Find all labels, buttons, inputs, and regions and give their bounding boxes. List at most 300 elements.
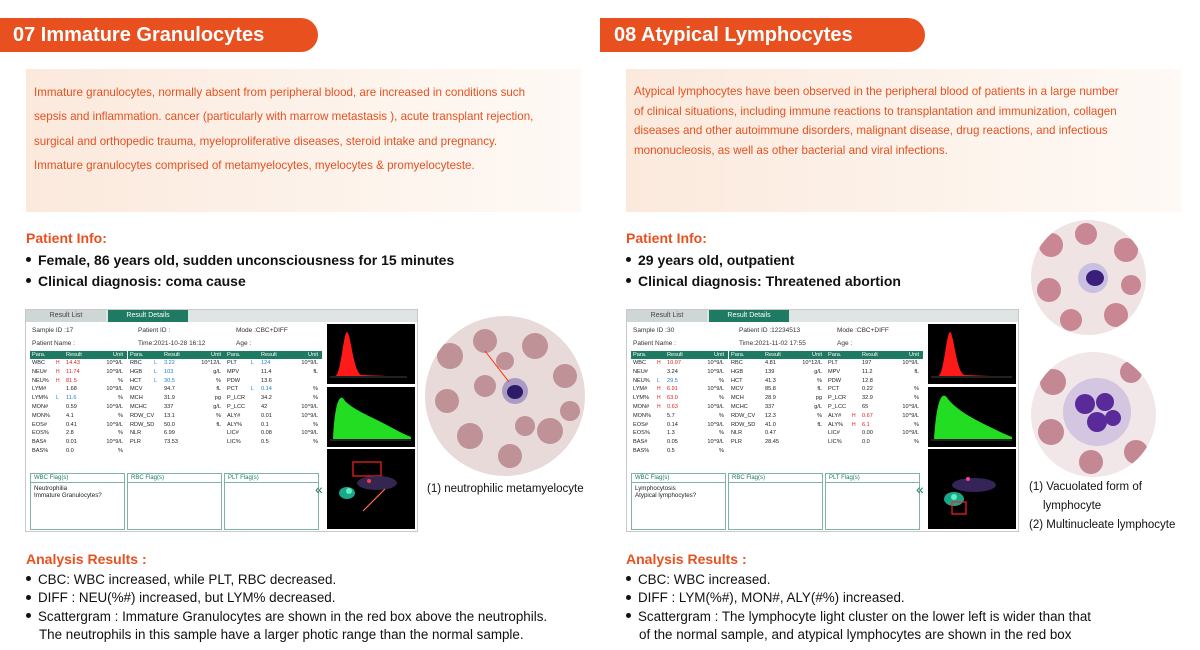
param-unit: %: [118, 412, 123, 419]
table-row: [225, 385, 322, 394]
param-unit: %: [719, 395, 724, 402]
flag-indicator: [755, 421, 765, 430]
intro-line: Immature granulocytes, normally absent from peripheral blood, are increased in conditions such: [34, 86, 526, 99]
table-header: [30, 351, 127, 359]
table-row: [225, 403, 322, 412]
param-name: MON%: [633, 412, 652, 419]
param-unit: %: [118, 395, 123, 402]
flag-indicator: [154, 403, 164, 412]
param-name: P_LCR: [227, 395, 246, 402]
table-row: [729, 421, 826, 430]
mode: Mode :CBC+DIFF: [837, 327, 889, 334]
param-value: 337: [164, 403, 174, 410]
table-row: [30, 359, 127, 368]
chevron-left-icon[interactable]: «: [916, 481, 924, 497]
flag-indicator: [154, 412, 164, 421]
param-name: PDW: [828, 377, 842, 384]
flag-indicator: L: [251, 360, 254, 366]
param-name: P_LCR: [828, 395, 847, 402]
param-value: 0.67: [862, 412, 873, 419]
flag-indicator: [657, 412, 667, 421]
intro-line: sepsis and inflammation. cancer (particularly with marrow metastasis ), acute transplant rejection,: [34, 110, 534, 124]
bullet-icon: [26, 595, 31, 600]
column-header: Para.: [633, 352, 647, 358]
param-unit: %: [216, 412, 221, 419]
param-value: 0.14: [261, 386, 272, 393]
rbc-table: [729, 351, 826, 447]
flag-indicator: H: [852, 412, 856, 419]
param-name: LIC%: [828, 439, 842, 446]
flags-row: [631, 473, 920, 530]
table-row: [225, 412, 322, 421]
table-row: [30, 403, 127, 412]
bullet-icon: [626, 576, 631, 581]
param-value: 85.8: [765, 386, 776, 393]
param-value: 29.5: [667, 377, 678, 384]
param-name: HGB: [130, 368, 143, 375]
param-unit: %: [719, 377, 724, 384]
flag-indicator: [154, 421, 164, 430]
param-value: 14.43: [66, 360, 80, 366]
param-name: NEU%: [633, 377, 650, 384]
param-value: 32.9: [862, 395, 873, 402]
flag-indicator: [755, 385, 765, 394]
param-value: 0.1: [261, 421, 269, 428]
param-value: 0.01: [66, 439, 77, 446]
param-value: 41.0: [765, 421, 776, 428]
param-unit: %: [914, 421, 919, 428]
table-row: [30, 438, 127, 447]
param-value: 4.81: [765, 360, 776, 366]
param-name: MON#: [633, 403, 650, 410]
wbc-flags-box: [30, 473, 125, 530]
param-unit: 10^9/L: [707, 403, 724, 410]
param-value: 0.01: [261, 412, 272, 419]
wbc-flags-title: WBC Flag(s): [632, 474, 725, 483]
table-header: [631, 351, 728, 359]
table-row: [631, 359, 728, 368]
image-caption: (2) Multinucleate lymphocyte: [1029, 519, 1176, 531]
flag-indicator: [154, 438, 164, 447]
param-value: 12.8: [862, 377, 873, 384]
wbc-table: [30, 351, 127, 456]
param-unit: %: [817, 412, 822, 419]
table-row: [225, 368, 322, 377]
table-row: [30, 429, 127, 438]
param-name: HCT: [130, 377, 142, 384]
param-name: NEU#: [633, 368, 648, 375]
patient-info-list: [26, 250, 454, 292]
intro-line: Atypical lymphocytes have been observed in the peripheral blood of patients in a large number: [634, 85, 1119, 98]
flag-indicator: [755, 429, 765, 438]
patient-info-item: Clinical diagnosis: Threatened abortion: [638, 273, 901, 289]
plt-flags-title: PLT Flag(s): [225, 474, 318, 483]
param-unit: %: [313, 395, 318, 402]
param-unit: 10^9/L: [106, 360, 123, 366]
param-unit: %: [118, 430, 123, 437]
patient-id: Patient ID :12234513: [739, 327, 801, 334]
param-name: HCT: [731, 377, 743, 384]
multinucleate-lymphocyte-image: [1031, 352, 1156, 477]
flag-indicator: [852, 368, 862, 377]
analysis-results: [626, 550, 1091, 645]
flag-indicator: [852, 429, 862, 438]
rbc-table: [128, 351, 225, 447]
param-value: 3.24: [667, 368, 678, 375]
tab-result-details[interactable]: Result Details: [709, 310, 789, 322]
table-row: [826, 359, 923, 368]
analysis-continuation: The neutrophils in this sample have a larger photic range than the normal sample.: [39, 627, 524, 643]
param-unit: 10^9/L: [707, 439, 724, 446]
intro-line: surgical and orthopedic trauma, myeloproliferative diseases, steroid intake and pregnancy.: [34, 134, 498, 148]
intro-box: [626, 69, 1181, 212]
param-unit: 10^9/L: [902, 430, 919, 437]
param-name: MPV: [227, 368, 240, 375]
param-value: 0.41: [66, 421, 77, 428]
param-name: P_LCC: [227, 403, 246, 410]
param-name: HGB: [731, 368, 744, 375]
param-value: 73.53: [164, 439, 178, 446]
table-row: [30, 421, 127, 430]
flag-indicator: [657, 438, 667, 447]
param-name: LIC%: [227, 439, 241, 446]
column-header: Unit: [211, 352, 221, 358]
rbc-flags-box: [728, 473, 823, 530]
time: Time:2021-10-28 16:12: [138, 340, 206, 347]
param-name: PLR: [130, 439, 141, 446]
column-header: Para.: [227, 352, 241, 358]
flag-indicator: [251, 412, 261, 421]
param-name: BAS#: [32, 439, 47, 446]
param-name: LIC#: [227, 430, 239, 437]
param-unit: %: [118, 377, 123, 384]
param-unit: %: [216, 377, 221, 384]
param-unit: 10^9/L: [707, 360, 724, 366]
wbc-flag: Lymphocytosis: [635, 485, 676, 492]
analysis-item: DIFF : LYM(%#), MON#, ALY(#%) increased.: [638, 590, 905, 606]
param-value: 0.05: [667, 439, 678, 446]
param-unit: 10^9/L: [301, 360, 318, 366]
table-row: [729, 385, 826, 394]
param-unit: g/L: [213, 403, 221, 410]
table-row: [128, 412, 225, 421]
table-row: [30, 447, 127, 456]
param-name: PLR: [731, 439, 742, 446]
table-row: [826, 377, 923, 386]
table-row: [631, 421, 728, 430]
flag-indicator: [251, 368, 261, 377]
param-name: WBC: [32, 360, 46, 366]
param-unit: %: [719, 430, 724, 437]
rbc-histogram: [327, 324, 415, 384]
flag-indicator: [852, 359, 862, 368]
plt-table: [225, 351, 322, 447]
plt-table: [826, 351, 923, 447]
param-name: BAS%: [633, 447, 650, 454]
time: Time:2021-11-02 17:55: [739, 340, 806, 347]
flag-indicator: [755, 359, 765, 368]
table-row: [729, 359, 826, 368]
age: Age :: [837, 340, 853, 347]
param-unit: 10^9/L: [106, 439, 123, 446]
param-name: WBC: [633, 360, 647, 366]
param-name: MCV: [130, 386, 143, 393]
flag-indicator: [56, 438, 66, 447]
param-name: NEU%: [32, 377, 49, 384]
param-unit: 10^9/L: [106, 421, 123, 428]
param-name: EOS%: [32, 430, 49, 437]
flag-indicator: [657, 421, 667, 430]
param-name: NLR: [731, 430, 743, 437]
wbc-flag: Immature Granulocytes?: [34, 492, 102, 499]
param-value: 28.45: [765, 439, 779, 446]
analysis-item: Scattergram : Immature Granulocytes are shown in the red box above the neutrophils.: [38, 608, 548, 624]
param-name: P_LCC: [828, 403, 847, 410]
intro-line: of clinical situations, including immune reactions to transplantation and immunization, collagen: [634, 104, 1117, 118]
image-caption: (1) Vacuolated form of: [1029, 481, 1142, 493]
param-unit: 10^9/L: [301, 412, 318, 419]
flag-indicator: [251, 438, 261, 447]
param-value: 197: [862, 360, 872, 366]
param-name: MPV: [828, 368, 841, 375]
param-name: MON%: [32, 412, 51, 419]
scattergram: [327, 449, 415, 529]
analysis-item: CBC: WBC increased.: [638, 571, 771, 587]
param-value: 94.7: [164, 386, 175, 393]
param-value: 0.00: [862, 430, 873, 437]
rbc-flags-box: [127, 473, 222, 530]
patient-info-item: Female, 86 years old, sudden unconsciousness for 15 minutes: [38, 252, 455, 268]
param-name: ALY#: [828, 412, 842, 419]
param-unit: 10^9/L: [106, 403, 123, 410]
bullet-icon: [26, 576, 31, 581]
chevron-left-icon[interactable]: «: [315, 481, 323, 497]
column-spacer: [56, 351, 66, 359]
flag-indicator: H: [657, 395, 661, 402]
flag-indicator: L: [154, 360, 157, 366]
sample-id: Sample ID :17: [32, 327, 74, 334]
param-name: BAS#: [633, 439, 648, 446]
param-unit: %: [914, 395, 919, 402]
param-unit: pg: [214, 395, 221, 402]
param-value: 12.3: [765, 412, 776, 419]
column-header: Unit: [113, 352, 123, 358]
param-name: ALY%: [227, 421, 243, 428]
analyzer-screenshot: [25, 309, 418, 532]
wbc-flag: Neutrophilia: [34, 485, 68, 492]
param-value: 1.68: [66, 386, 77, 393]
flag-indicator: H: [852, 421, 856, 428]
sample-id: Sample ID :30: [633, 327, 675, 334]
param-name: PDW: [227, 377, 241, 384]
param-name: RBC: [731, 360, 743, 366]
param-value: 6.1: [862, 421, 870, 428]
flag-indicator: [56, 447, 66, 456]
param-value: 63.0: [667, 395, 678, 402]
flag-indicator: [755, 403, 765, 412]
param-unit: 10^9/L: [301, 403, 318, 410]
param-unit: %: [914, 439, 919, 446]
param-unit: 10^9/L: [707, 386, 724, 393]
rbc-flags-title: RBC Flag(s): [729, 474, 822, 483]
param-unit: fL: [216, 421, 221, 428]
param-unit: 10^9/L: [902, 412, 919, 419]
param-name: MCHC: [130, 403, 147, 410]
param-name: LYM%: [32, 395, 49, 402]
param-unit: [889, 377, 921, 386]
param-unit: [792, 438, 824, 447]
param-value: 30.5: [164, 377, 175, 384]
flag-indicator: [657, 447, 667, 456]
param-value: 5.7: [667, 412, 675, 419]
param-unit: [191, 429, 223, 438]
param-value: 65: [862, 403, 869, 410]
flag-indicator: [56, 429, 66, 438]
table-row: [826, 429, 923, 438]
param-name: BAS%: [32, 447, 49, 454]
param-unit: 10^9/L: [707, 421, 724, 428]
flag-indicator: [852, 385, 862, 394]
param-unit: %: [118, 447, 123, 454]
table-row: [128, 403, 225, 412]
param-value: 0.14: [667, 421, 678, 428]
param-unit: %: [719, 412, 724, 419]
param-value: 124: [261, 360, 271, 366]
table-row: [128, 429, 225, 438]
intro-line: mononucleosis, as well as other bacterial and viral infections.: [634, 144, 948, 158]
flag-indicator: [56, 412, 66, 421]
flag-indicator: [56, 421, 66, 430]
table-row: [225, 394, 322, 403]
intro-line: diseases and other autoimmune disorders, malignant disease, drug reactions, and infectious: [634, 124, 1108, 138]
table-row: [826, 368, 923, 377]
table-row: [128, 421, 225, 430]
table-row: [128, 368, 225, 377]
flag-indicator: [251, 429, 261, 438]
analysis-continuation: of the normal sample, and atypical lymphocytes are shown in the red box: [639, 627, 1072, 643]
param-name: LYM%: [633, 395, 650, 402]
param-name: EOS#: [633, 421, 648, 428]
param-unit: g/L: [213, 368, 221, 375]
bullet-icon: [26, 257, 31, 262]
table-row: [30, 385, 127, 394]
flag-indicator: [852, 438, 862, 447]
flag-indicator: H: [657, 360, 661, 366]
param-name: RDW_SD: [130, 421, 154, 428]
bullet-icon: [626, 278, 631, 283]
param-unit: 10^9/L: [902, 403, 919, 410]
wbc-flags-title: WBC Flag(s): [31, 474, 124, 483]
table-row: [826, 394, 923, 403]
table-row: [30, 377, 127, 386]
param-name: MCH: [731, 395, 744, 402]
param-unit: [288, 377, 320, 386]
table-row: [128, 359, 225, 368]
param-name: PCT: [227, 386, 239, 393]
tab-result-list[interactable]: Result List: [26, 310, 106, 322]
analysis-results: [26, 550, 547, 645]
param-unit: 10^9/L: [106, 368, 123, 375]
param-name: LIC#: [828, 430, 840, 437]
analyzer-tab-bar: [26, 310, 417, 322]
table-row: [225, 359, 322, 368]
param-value: 0.0: [862, 439, 870, 446]
bullet-icon: [626, 613, 631, 618]
flag-indicator: [755, 368, 765, 377]
param-name: LYM#: [32, 386, 47, 393]
param-name: NLR: [130, 430, 142, 437]
column-header: Result: [667, 352, 683, 358]
param-unit: fL: [216, 386, 221, 393]
param-name: MON#: [32, 403, 49, 410]
blood-smear-image: [425, 316, 585, 476]
param-value: 13.6: [261, 377, 272, 384]
flag-indicator: [251, 403, 261, 412]
table-row: [128, 394, 225, 403]
table-row: [631, 377, 728, 386]
column-header: Result: [66, 352, 82, 358]
table-row: [128, 377, 225, 386]
column-spacer: [154, 351, 164, 359]
tab-result-list[interactable]: Result List: [627, 310, 707, 322]
param-name: MCV: [731, 386, 744, 393]
param-name: RDW_CV: [130, 412, 154, 419]
param-name: PLT: [227, 360, 237, 366]
vacuolated-lymphocyte-image: [1031, 220, 1146, 335]
flag-indicator: L: [154, 377, 157, 384]
param-value: 0.5: [667, 447, 675, 454]
column-header: Unit: [714, 352, 724, 358]
table-row: [128, 438, 225, 447]
param-value: 34.2: [261, 395, 272, 402]
param-value: 11.74: [66, 368, 80, 375]
bullet-icon: [26, 278, 31, 283]
param-name: ALY#: [227, 412, 241, 419]
param-value: 11.6: [66, 395, 77, 402]
table-row: [826, 403, 923, 412]
patient-info-item: Clinical diagnosis: coma cause: [38, 273, 246, 289]
rbc-histogram: [928, 324, 1016, 384]
table-row: [826, 385, 923, 394]
flag-indicator: [852, 403, 862, 412]
param-name: NEU#: [32, 368, 47, 375]
param-name: PCT: [828, 386, 840, 393]
wbc-flags-box: [631, 473, 726, 530]
flag-indicator: L: [657, 377, 660, 384]
param-value: 11.4: [261, 368, 272, 375]
flag-indicator: L: [56, 395, 59, 402]
section-title: 08 Atypical Lymphocytes: [600, 18, 925, 52]
mode: Mode :CBC+DIFF: [236, 327, 288, 334]
table-row: [826, 438, 923, 447]
table-row: [826, 412, 923, 421]
flag-indicator: L: [251, 386, 254, 393]
column-header: Para.: [130, 352, 144, 358]
table-row: [631, 394, 728, 403]
flag-indicator: [657, 429, 667, 438]
table-row: [826, 421, 923, 430]
table-row: [631, 403, 728, 412]
table-header: [826, 351, 923, 359]
patient-info-heading: Patient Info:: [26, 230, 107, 246]
param-value: 103: [164, 368, 174, 375]
table-row: [225, 421, 322, 430]
table-row: [729, 429, 826, 438]
param-unit: fL: [914, 368, 919, 375]
tab-result-details[interactable]: Result Details: [108, 310, 188, 322]
param-unit: 10^12/L: [201, 360, 221, 366]
column-header: Para.: [731, 352, 745, 358]
